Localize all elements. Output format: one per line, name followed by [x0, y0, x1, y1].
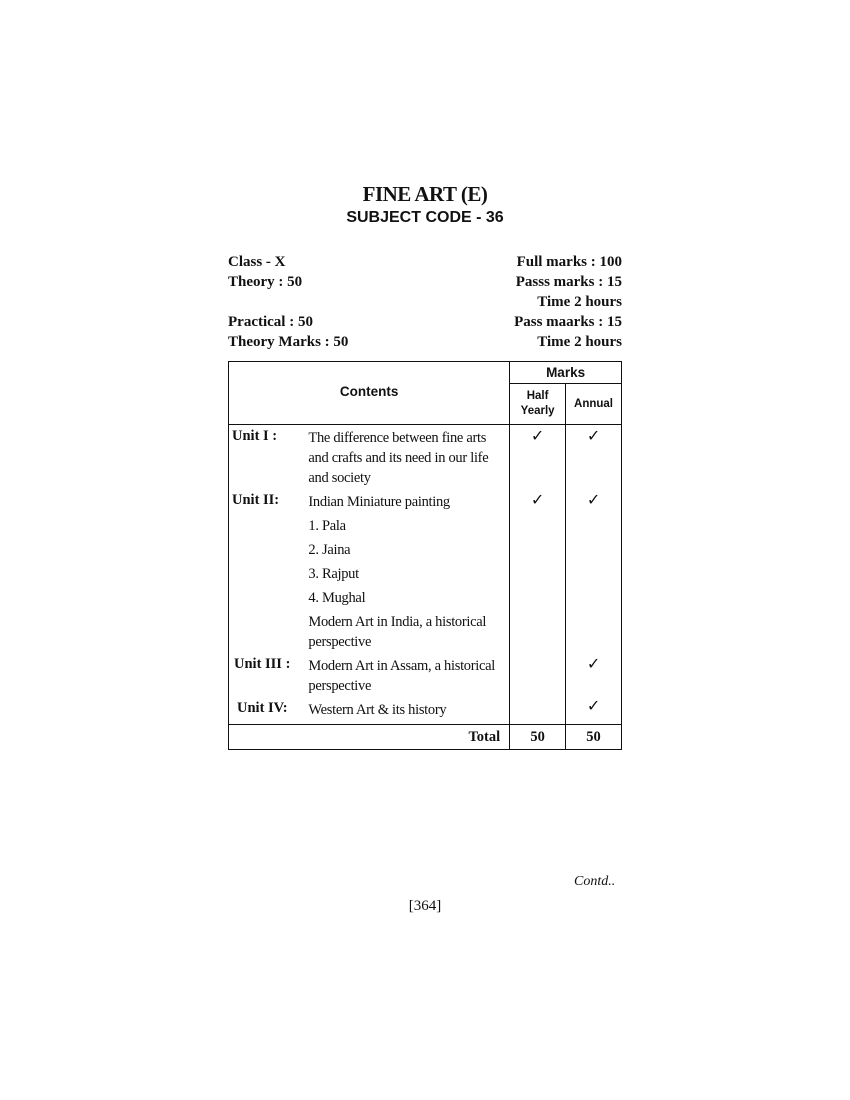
unit-label: [229, 560, 309, 584]
half-yearly-check: [510, 512, 566, 536]
meta-row: [228, 252, 622, 272]
header-half-yearly-line2: Yearly: [520, 405, 555, 418]
total-row: [229, 725, 622, 750]
half-yearly-check: [510, 696, 566, 725]
annual-check: [566, 560, 622, 584]
unit-content: Modern Art in Assam, a historical perspective: [308, 658, 496, 694]
unit-content: Modern Art in India, a historical perspective: [308, 614, 487, 650]
meta-right: Pass maarks : 15: [514, 314, 622, 330]
unit-label: [229, 512, 309, 536]
meta-right: Full marks : 100: [516, 254, 622, 270]
meta-left: Theory : 50: [228, 274, 303, 290]
annual-check: [566, 536, 622, 560]
header-marks: Marks: [510, 362, 622, 384]
table-row: [229, 652, 622, 696]
table-row: [229, 536, 622, 560]
continued-note: Contd..: [574, 874, 616, 889]
unit-label: Unit I :: [232, 428, 278, 444]
table-row: [229, 425, 622, 489]
table-row: [229, 584, 622, 608]
unit-label: Unit II:: [232, 492, 280, 508]
annual-check: ✓: [566, 488, 622, 512]
syllabus-table: [228, 361, 622, 750]
half-yearly-check: [510, 608, 566, 652]
unit-label: [229, 584, 309, 608]
annual-check: ✓: [566, 652, 622, 696]
total-label: Total: [229, 725, 510, 750]
half-yearly-check: [510, 652, 566, 696]
header-contents: Contents: [229, 362, 510, 425]
subject-code: SUBJECT CODE - 36: [346, 209, 504, 226]
unit-label: Unit III :: [234, 656, 291, 672]
total-half-yearly: 50: [510, 725, 566, 750]
annual-check: ✓: [566, 425, 622, 489]
annual-check: [566, 512, 622, 536]
page-number: [364]: [408, 898, 442, 914]
unit-label: Unit IV:: [237, 700, 288, 716]
half-yearly-check: [510, 560, 566, 584]
exam-meta: [228, 252, 622, 352]
unit-content: Western Art & its history: [308, 702, 447, 718]
meta-left: Practical : 50: [228, 314, 313, 330]
unit-content: 3. Rajput: [308, 566, 359, 582]
document-title: FINE ART (E): [362, 182, 488, 206]
half-yearly-check: [510, 536, 566, 560]
unit-content: 1. Pala: [308, 518, 346, 534]
meta-row: [228, 292, 622, 312]
table-row: [229, 608, 622, 652]
half-yearly-check: ✓: [510, 488, 566, 512]
meta-row: [228, 312, 622, 332]
meta-row: [228, 332, 622, 352]
unit-content: The difference between fine arts and crafts and its need in our life and society: [308, 430, 489, 486]
meta-left: Theory Marks : 50: [228, 334, 349, 350]
meta-right: Passs marks : 15: [515, 274, 622, 290]
meta-row: [228, 272, 622, 292]
meta-left: Class - X: [228, 254, 286, 270]
half-yearly-check: [510, 584, 566, 608]
header-half-yearly: [510, 384, 566, 425]
unit-content: 2. Jaina: [308, 542, 351, 558]
annual-check: [566, 608, 622, 652]
table-row: [229, 488, 622, 512]
unit-label: [229, 608, 309, 652]
unit-content: 4. Mughal: [308, 590, 366, 606]
meta-right: Time 2 hours: [537, 334, 622, 350]
annual-check: [566, 584, 622, 608]
header-annual: Annual: [566, 384, 622, 425]
unit-content: Indian Miniature painting: [308, 494, 450, 510]
total-annual: 50: [566, 725, 622, 750]
annual-check: ✓: [566, 696, 622, 725]
meta-right: Time 2 hours: [537, 294, 622, 310]
half-yearly-check: ✓: [510, 425, 566, 489]
unit-label: [229, 536, 309, 560]
header-half-yearly-line1: Half: [526, 390, 549, 403]
table-row: [229, 560, 622, 584]
table-row: [229, 696, 622, 725]
table-row: [229, 512, 622, 536]
